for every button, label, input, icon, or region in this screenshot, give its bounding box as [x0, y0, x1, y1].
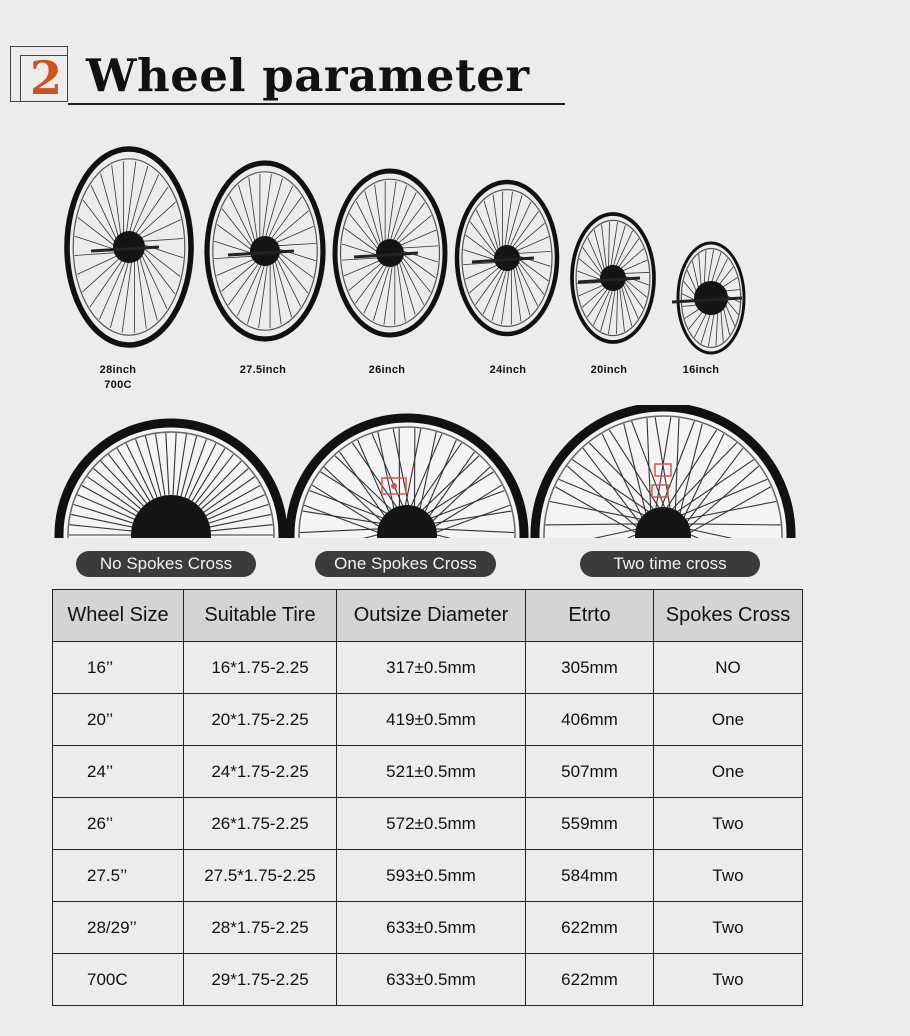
no-spokes-cross-label: No Spokes Cross: [76, 551, 256, 577]
cell-suitable-tire: 16*1.75-2.25: [184, 642, 337, 694]
table-row: [53, 642, 803, 694]
cell-etrto: 559mm: [526, 798, 654, 850]
cell-spokes-cross: One: [654, 746, 803, 798]
wheel-label-24: 24inch: [489, 364, 527, 376]
cell-etrto: 622mm: [526, 954, 654, 1006]
cell-suitable-tire: 28*1.75-2.25: [184, 902, 337, 954]
cell-wheel-size: 700C: [53, 954, 184, 1006]
cell-wheel-size: 28/29’’: [53, 902, 184, 954]
wheel-label-20: 20inch: [590, 364, 628, 376]
header-outsize-diameter: Outsize Diameter: [337, 590, 526, 642]
section-number: 2: [29, 51, 62, 105]
cell-etrto: 507mm: [526, 746, 654, 798]
title-underline: [68, 103, 565, 105]
cell-wheel-size: 24’’: [53, 746, 184, 798]
wheel-label-28-size: 28inch: [99, 364, 137, 376]
two-time-cross-label: Two time cross: [580, 551, 760, 577]
table-row: [53, 850, 803, 902]
cell-etrto: 406mm: [526, 694, 654, 746]
cell-suitable-tire: 29*1.75-2.25: [184, 954, 337, 1006]
page-title: Wheel parameter: [86, 49, 530, 102]
header-spokes-cross: Spokes Cross: [654, 590, 803, 642]
wheel-16inch: [672, 243, 744, 353]
cell-outsize-diameter: 419±0.5mm: [337, 694, 526, 746]
one-spokes-cross-label: One Spokes Cross: [315, 551, 496, 577]
cell-outsize-diameter: 572±0.5mm: [337, 798, 526, 850]
cell-etrto: 584mm: [526, 850, 654, 902]
wheel-no-spokes-cross: [59, 423, 283, 545]
cell-outsize-diameter: 633±0.5mm: [337, 902, 526, 954]
cell-spokes-cross: Two: [654, 850, 803, 902]
cell-suitable-tire: 26*1.75-2.25: [184, 798, 337, 850]
header-etrto: Etrto: [526, 590, 654, 642]
wheel-20inch: [572, 214, 654, 342]
cell-etrto: 305mm: [526, 642, 654, 694]
wheel-27-5inch: [207, 163, 323, 339]
wheel-label-26: 26inch: [368, 364, 406, 376]
cell-outsize-diameter: 633±0.5mm: [337, 954, 526, 1006]
table-header-row: [53, 590, 803, 642]
cell-wheel-size: 20’’: [53, 694, 184, 746]
cell-spokes-cross: Two: [654, 902, 803, 954]
wheel-label-27-5: 27.5inch: [239, 364, 287, 376]
cell-outsize-diameter: 521±0.5mm: [337, 746, 526, 798]
cell-spokes-cross: Two: [654, 954, 803, 1006]
cell-wheel-size: 27.5’’: [53, 850, 184, 902]
table-row: [53, 694, 803, 746]
wheel-label-16: 16inch: [682, 364, 720, 376]
cell-outsize-diameter: 317±0.5mm: [337, 642, 526, 694]
header-suitable-tire: Suitable Tire: [184, 590, 337, 642]
header-wheel-size: Wheel Size: [53, 590, 184, 642]
cell-suitable-tire: 27.5*1.75-2.25: [184, 850, 337, 902]
cell-suitable-tire: 24*1.75-2.25: [184, 746, 337, 798]
wheel-24inch: [457, 182, 557, 334]
cell-spokes-cross: NO: [654, 642, 803, 694]
wheel-parameter-table: [52, 589, 803, 1006]
cell-spokes-cross: Two: [654, 798, 803, 850]
table-row: [53, 902, 803, 954]
wheel-26inch: [335, 171, 445, 335]
cross-marker-dot: [391, 483, 397, 489]
table-row: [53, 746, 803, 798]
table-row: [53, 954, 803, 1006]
cell-outsize-diameter: 593±0.5mm: [337, 850, 526, 902]
wheel-label-28: [88, 363, 148, 393]
wheel-28inch: [67, 149, 191, 345]
spoke-cross-illustration: [0, 405, 910, 545]
wheel-one-spokes-cross: [290, 418, 524, 545]
table-row: [53, 798, 803, 850]
wheel-two-time-cross: [535, 407, 791, 545]
cell-wheel-size: 26’’: [53, 798, 184, 850]
wheel-size-illustration: [0, 140, 910, 365]
cell-suitable-tire: 20*1.75-2.25: [184, 694, 337, 746]
wheel-label-28-sub: 700C: [104, 379, 132, 391]
cell-wheel-size: 16’’: [53, 642, 184, 694]
cell-spokes-cross: One: [654, 694, 803, 746]
cell-etrto: 622mm: [526, 902, 654, 954]
